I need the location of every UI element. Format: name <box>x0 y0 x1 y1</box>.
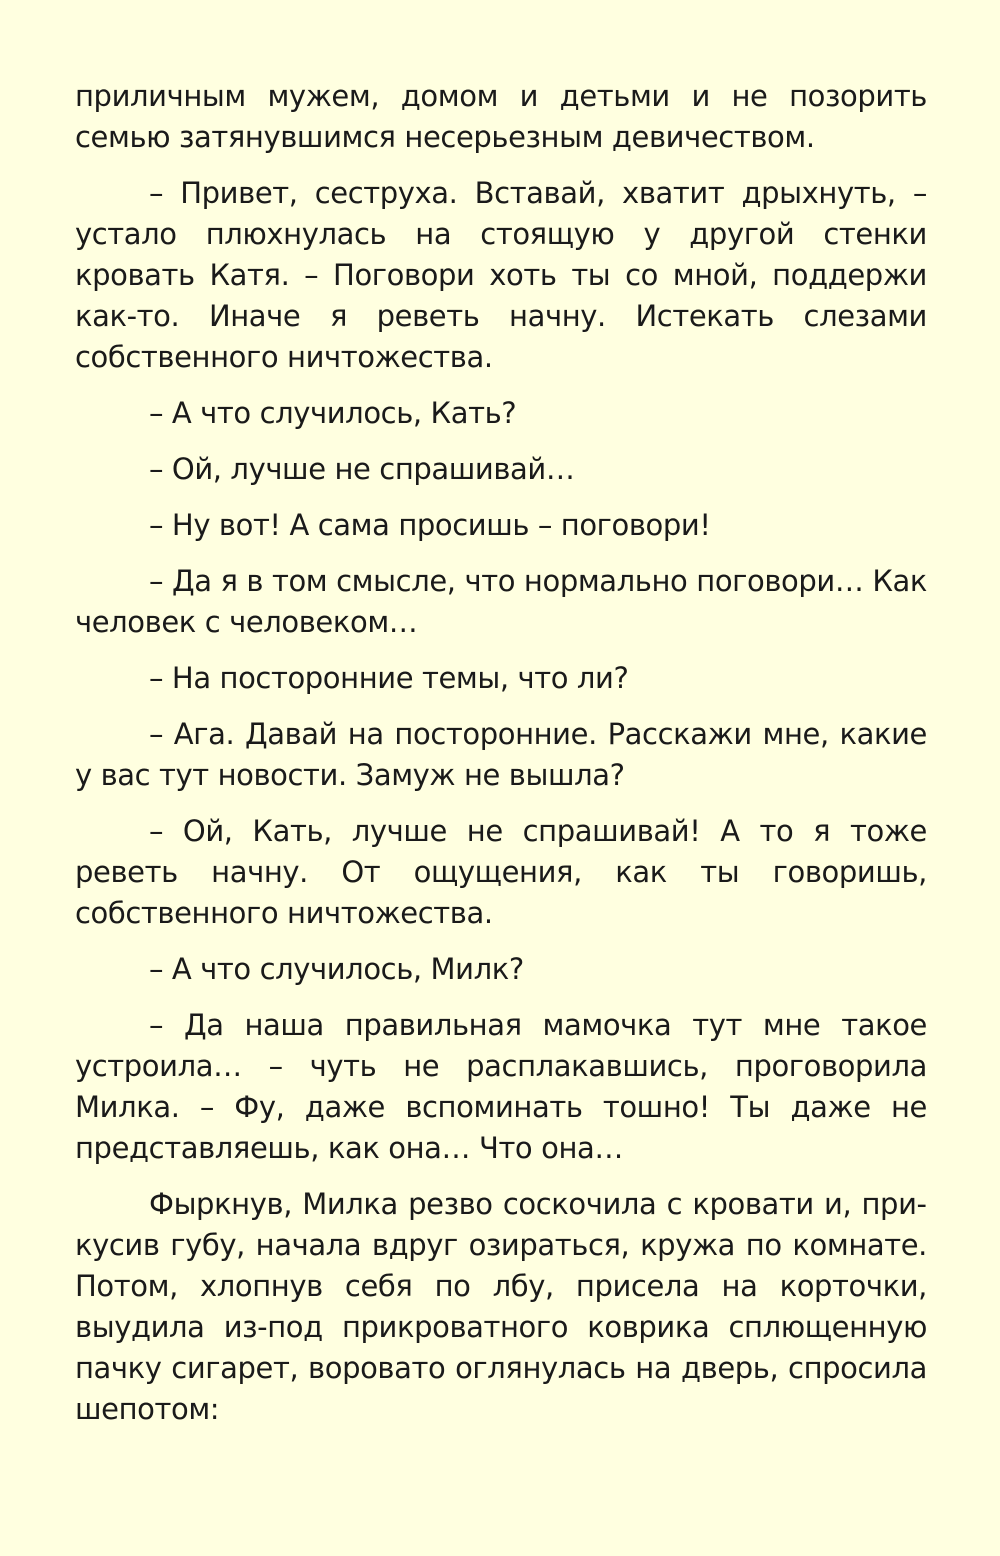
paragraph: – Ой, лучше не спрашивай… <box>149 452 575 486</box>
paragraph: – На посторонние темы, что ли? <box>149 661 629 695</box>
paragraph: – Привет, сеструха. Вставай, хватит дрыхнуть, – устало плюхнулась на стоящую у другой стенки кровать Катя. – Поговори хоть ты со мной, поддержи как-то. Иначе я реветь начну. Истекать слезами собственного ничтожества. <box>75 176 927 374</box>
paragraph: – Да наша правильная мамочка тут мне такое устроила… – чуть не расплакавшись, проговорила Милка. – Фу, даже вспоминать тошно! Ты даже не представляешь, как она… Что она… <box>75 1008 927 1165</box>
paragraph: – Ага. Давай на посторонние. Расскажи мне, какие у вас тут новости. Замуж не вышла? <box>75 717 927 792</box>
paragraph: – Ну вот! А сама просишь – поговори! <box>149 508 711 542</box>
paragraph: – А что случилось, Милк? <box>149 952 524 986</box>
page-text <box>75 76 927 1445</box>
paragraph: – А что случилось, Кать? <box>149 396 517 430</box>
paragraph: приличным мужем, домом и детьми и не позорить семью затянувшимся несерьезным девичеством. <box>75 79 927 154</box>
paragraph: – Да я в том смысле, что нормально поговори… Как человек с человеком… <box>75 564 927 639</box>
paragraph: – Ой, Кать, лучше не спрашивай! А то я тоже реветь начну. От ощущения, как ты говоришь, собственного ничтожества. <box>75 814 927 930</box>
paragraph: Фыркнув, Милка резво соскочила с кровати и, прикусив губу, начала вдруг озираться, кружа по комнате. Потом, хлопнув себя по лбу, присела на корточки, выудила из-под прикроватного коврика сплющенную пачку сигарет, воровато оглянулась на дверь, спросила шепотом: <box>75 1187 927 1426</box>
